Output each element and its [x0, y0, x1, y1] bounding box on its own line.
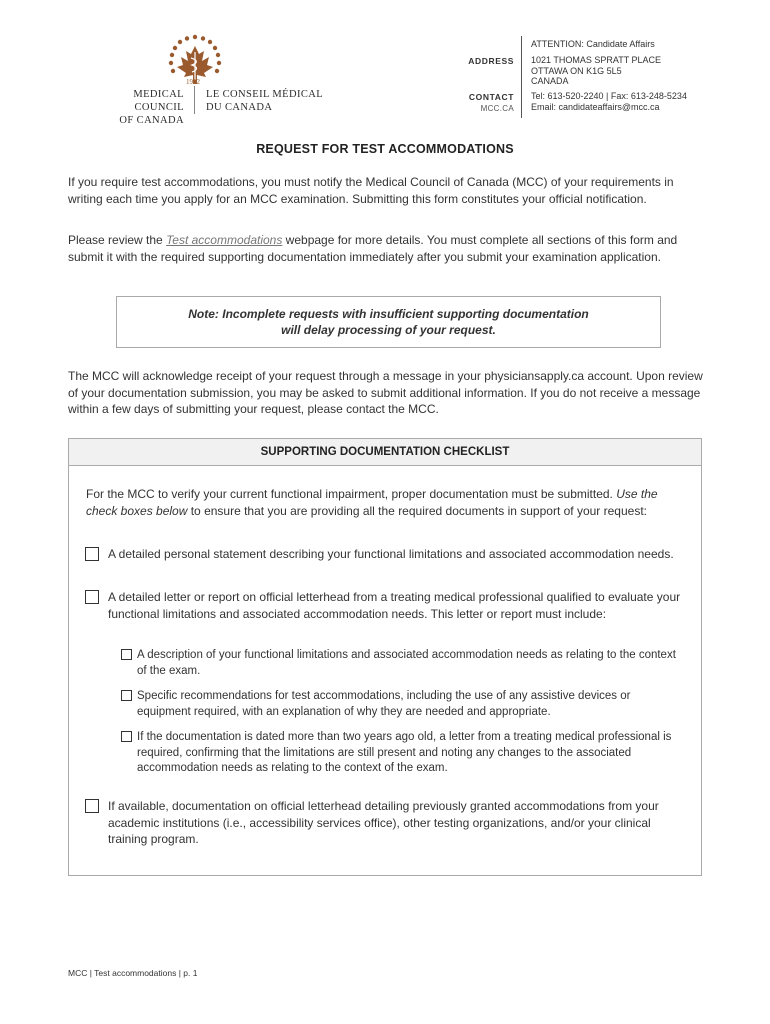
checkbox-functional-limitations[interactable] [121, 649, 132, 660]
note-line1: Note: Incomplete requests with insufficient supporting documentation [188, 306, 589, 321]
page-title: REQUEST FOR TEST ACCOMMODATIONS [256, 142, 514, 156]
checklist-heading: SUPPORTING DOCUMENTATION CHECKLIST [69, 439, 701, 466]
sub-item-functional-limitations: A description of your functional limitations and associated accommodation needs as relating to the context of the exam. [137, 649, 676, 677]
logo-name-fr [206, 88, 326, 114]
checkbox-medical-letter[interactable] [85, 590, 99, 604]
item-personal-statement: A detailed personal statement describing your functional limitations and associated accommodation needs. [108, 547, 674, 561]
mcc-logo [82, 34, 324, 126]
attention-text: ATTENTION: Candidate Affairs [531, 39, 655, 49]
checklist-intro-italic: Use the check boxes below [86, 487, 658, 518]
checkbox-personal-statement[interactable] [85, 547, 99, 561]
address-label: ADDRESS [468, 56, 514, 66]
address-line1: 1021 THOMAS SPRATT PLACE [531, 55, 662, 65]
header-divider [521, 36, 522, 118]
contact-block [531, 91, 687, 112]
sub-item-recommendations: Specific recommendations for test accommodations, including the use of any assistive devices or equipment required, with an explanation of why they are needed and appropriate. [137, 690, 631, 718]
review-text-after: webpage for more details. You must complete all sections of this form and submit it with the required supporting documentation immediately after you submit your examination application. [68, 233, 678, 264]
logo-year: 1912 [186, 78, 200, 86]
review-paragraph [68, 232, 708, 265]
item-previous-accommodations: If available, documentation on official letterhead detailing previously granted accommodations from your academic institutions (i.e., accessibility services office), other testing organizations, and/or your clinical training program. [108, 799, 659, 846]
checkbox-recommendations[interactable] [121, 690, 132, 701]
address-line2: OTTAWA ON K1G 5L5 [531, 65, 622, 76]
logo-name-en [82, 88, 184, 127]
contact-website[interactable]: MCC.CA [480, 104, 514, 113]
sub-item-dated-documentation: If the documentation is dated more than two years ago old, a letter from a treating medical professional is required, confirming that the limitations are still present and noting any changes to the associated accommodation needs as relating to the context of the exam. [137, 731, 672, 774]
checklist-intro-before: For the MCC to verify your current functional impairment, proper documentation must be submitted. [86, 487, 617, 501]
logo-divider [194, 86, 195, 114]
contact-phone: Tel: 613-520-2240 | Fax: 613-248-5234 [531, 91, 687, 101]
note-line2: will delay processing of your request. [281, 323, 496, 337]
address-block [531, 55, 661, 87]
logo-en-line1: MEDICAL COUNCIL [133, 89, 184, 113]
review-text-before: Please review the [68, 233, 167, 247]
note-box [116, 296, 661, 348]
checklist-intro-after: to ensure that you are providing all the required documents in support of your request: [187, 503, 647, 518]
logo-fr-line1: LE CONSEIL MÉDICAL [206, 89, 324, 100]
intro-paragraph: If you require test accommodations, you must notify the Medical Council of Canada (MCC) of your requirements in writing each time you apply for an MCC examination. Submitting this form constitutes your official notification. [68, 175, 674, 206]
page-footer: MCC | Test accommodations | p. 1 [68, 968, 198, 978]
logo-en-line2: OF CANADA [119, 115, 184, 126]
logo-fr-line2: DU CANADA [206, 102, 273, 113]
address-line3: CANADA [531, 76, 569, 86]
checkbox-dated-documentation[interactable] [121, 731, 132, 742]
contact-label: CONTACT [468, 92, 514, 102]
checklist-intro [86, 486, 686, 519]
supporting-documentation-checklist [68, 438, 702, 876]
item-medical-letter: A detailed letter or report on official letterhead from a treating medical professional qualified to evaluate your functional limitations and associated accommodation needs. This letter or report must include: [108, 590, 681, 621]
contact-email[interactable]: Email: candidateaffairs@mcc.ca [531, 101, 660, 112]
checkbox-previous-accommodations[interactable] [85, 799, 99, 813]
acknowledgement-paragraph: The MCC will acknowledge receipt of your request through a message in your physiciansapply.ca account. Upon review of your documentation submission, you may be asked to submit additional information. If you do not receive a message within a few days of submitting your request, please contact the MCC. [68, 369, 703, 416]
test-accommodations-link[interactable]: Test accommodations [166, 233, 283, 247]
